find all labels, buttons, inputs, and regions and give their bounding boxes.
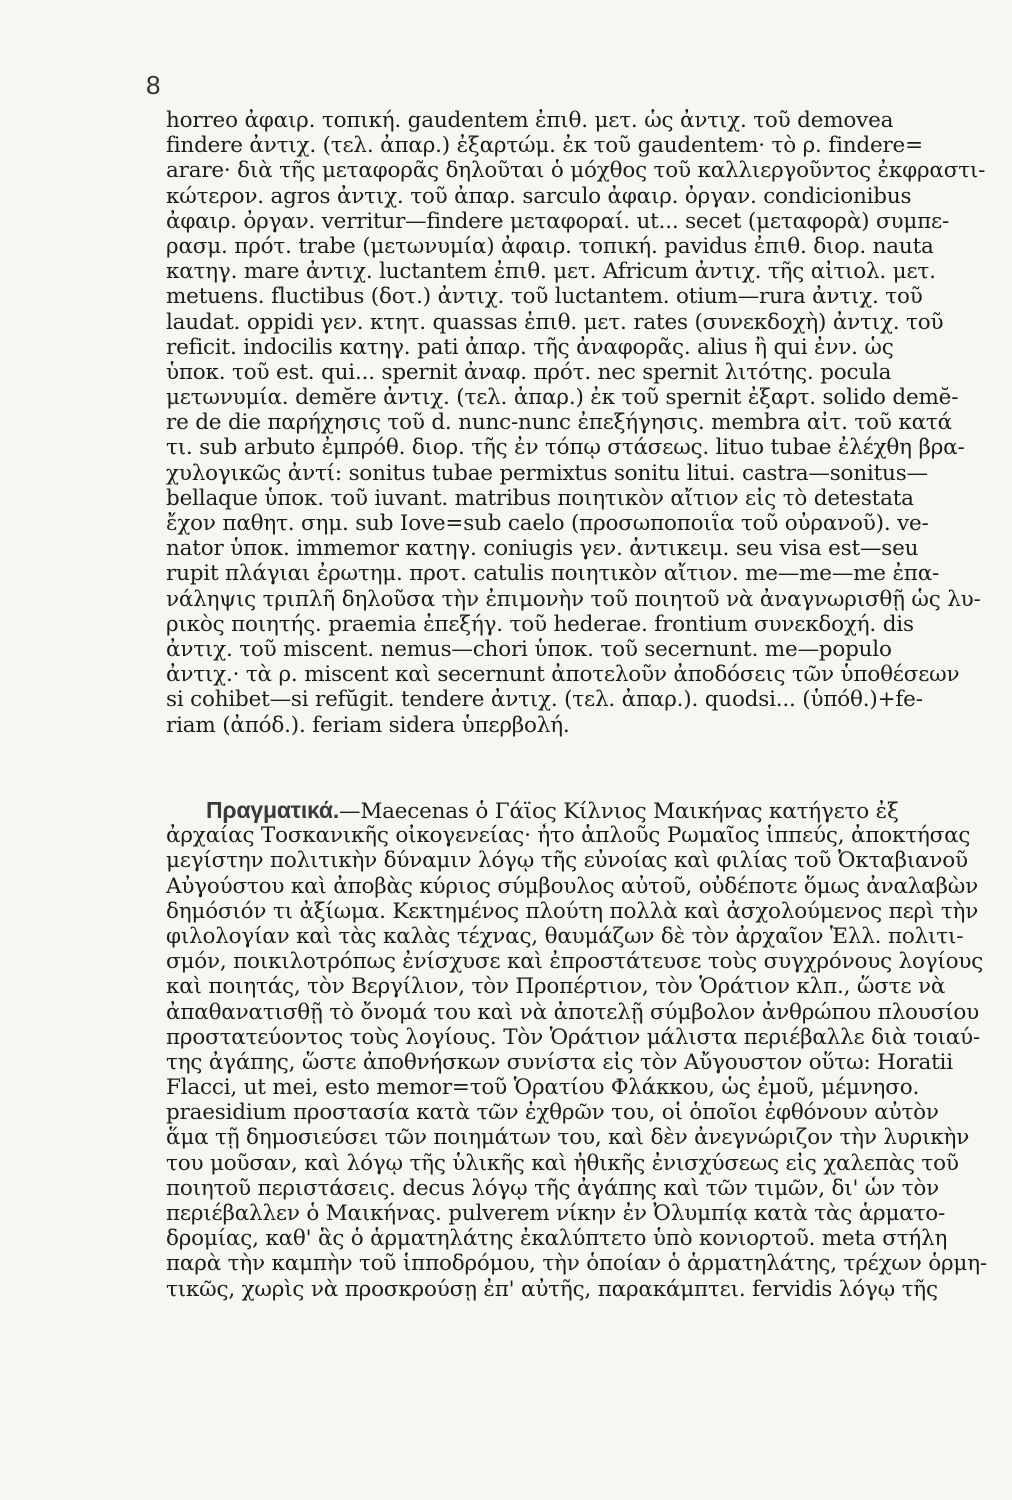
- facts-text-line: σμόν, ποικιλοτρόπως ἐνίσχυσε καὶ ἐπροστάτευσε τοὺς συγχρόνους λογίους: [166, 949, 984, 975]
- facts-text-line: μεγίστην πολιτικὴν δύναμιν λόγῳ τῆς εὐνοίας καὶ φιλίας τοῦ Ὀκταβιανοῦ: [166, 848, 968, 874]
- notes-text-line: horreo ἀφαιρ. τοπική. gaudentem ἐπιθ. μετ. ὡς ἀντιχ. τοῦ demovea: [166, 108, 894, 133]
- notes-text-line: ἀντιχ.· τὰ ρ. miscent καὶ secernunt ἀποτελοῦν ἀποδόσεις τῶν ὑποθέσεων: [166, 662, 960, 688]
- notes-text-line: ρασμ. πρότ. trabe (μετωνυμία) ἀφαιρ. τοπική. pavidus ἐπιθ. διορ. nauta: [166, 233, 934, 259]
- notes-text-line: ἔχον παθητ. σημ. sub Iove=sub caelo (προσωποποιΐα τοῦ οὐρανοῦ). ve-: [166, 511, 929, 536]
- facts-text-line: Flacci, ut mei, esto memor=τοῦ Ὁρατίου Φλάκκου, ὡς ἐμοῦ, μέμνησο.: [166, 1075, 920, 1101]
- facts-text-line: της ἀγάπης, ὥστε ἀποθνήσκων συνίστα εἰς τὸν Αὔγουστον οὕτω: Horatii: [166, 1049, 953, 1075]
- facts-text-line: παρὰ τὴν καμπὴν τοῦ ἱπποδρόμου, τὴν ὁποίαν ὁ ἁρματηλάτης, τρέχων ὁρμη-: [166, 1251, 987, 1277]
- facts-text-line: ποιητοῦ περιστάσεις. decus λόγῳ τῆς ἀγάπης καὶ τῶν τιμῶν, δι' ὧν τὸν: [166, 1175, 939, 1201]
- facts-text-line: ἀπαθανατισθῇ τὸ ὄνομά του καὶ νὰ ἀποτελῇ σύμβολον ἀνθρώπου πλουσίου: [166, 999, 979, 1025]
- notes-text-line: riam (ἀπόδ.). feriam sidera ὑπερβολή.: [166, 712, 570, 738]
- facts-first-line: [166, 798, 1006, 823]
- notes-text-line: ἀντιχ. τοῦ miscent. nemus—chori ὑποκ. τοῦ secernunt. me—populo: [166, 636, 892, 662]
- notes-text-line: ὑποκ. τοῦ est. qui... spernit ἀναφ. πρότ. nec spernit λιτότης. pocula: [166, 359, 892, 385]
- notes-text-line: metuens. fluctibus (δοτ.) ἀντιχ. τοῦ luctantem. otium—rura ἀντιχ. τοῦ: [166, 284, 923, 310]
- facts-text-line: praesidium προστασία κατὰ τῶν ἐχθρῶν του, οἱ ὁποῖοι ἐφθόνουν αὐτὸν: [166, 1100, 939, 1126]
- facts-text-line: περιέβαλλεν ὁ Μαικήνας. pulverem νίκην ἐν Ὀλυμπίᾳ κατὰ τὰς ἁρματο-: [166, 1201, 946, 1226]
- facts-text-line: προστατεύοντος τοὺς λογίους. Τὸν Ὁράτιον μάλιστα περιέβαλλε διὰ τοιαύ-: [166, 1024, 980, 1050]
- notes-text-line: νάληψις τριπλῆ δηλοῦσα τὴν ἐπιμονὴν τοῦ ποιητοῦ νὰ ἀναγνωρισθῇ ὡς λυ-: [166, 586, 981, 612]
- notes-text-line: arare· διὰ τῆς μεταφορᾶς δηλοῦται ὁ μόχθος τοῦ καλλιεργοῦντος ἐκφραστι-: [166, 158, 986, 184]
- notes-text-line: rupit πλάγιαι ἐρωτημ. προτ. catulis ποιητικὸν αἴτιον. me—me—me ἐπα-: [166, 561, 940, 587]
- notes-text-line: μετωνυμία. demĕre ἀντιχ. (τελ. ἀπαρ.) ἐκ τοῦ spernit ἐξαρτ. solido demĕ-: [166, 385, 959, 411]
- notes-text-line: τι. sub arbuto ἐμπρόθ. διορ. τῆς ἐν τόπῳ στάσεως. lituo tubae ἐλέχθη βρα-: [166, 435, 965, 461]
- facts-first-line-text: —Maecenas ὁ Γάϊος Κίλνιος Μαικήνας κατήγετο ἐξ: [339, 799, 899, 824]
- notes-text-line: si cohibet—si refŭgit. tendere ἀντιχ. (τελ. ἀπαρ.). quodsi... (ὑπόθ.)+fe-: [166, 687, 923, 713]
- notes-text-line: re de die παρήχησις τοῦ d. nunc-nunc ἐπεξήγησις. membra αἰτ. τοῦ κατά: [166, 410, 952, 436]
- notes-text-line: reficit. indocilis κατηγ. pati ἀπαρ. τῆς ἀναφορᾶς. alius ἢ qui ἐνν. ὡς: [166, 334, 894, 360]
- facts-text-line: τικῶς, χωρὶς νὰ προσκρούσῃ ἐπ' αὐτῆς, παρακάμπτει. fervidis λόγῳ τῆς: [166, 1276, 938, 1302]
- notes-text-line: findere ἀντιχ. (τελ. ἀπαρ.) ἐξαρτώμ. ἐκ τοῦ gaudentem· τὸ ρ. findere=: [166, 133, 923, 159]
- facts-text-line: φιλολογίαν καὶ τὰς καλὰς τέχνας, θαυμάζων δὲ τὸν ἀρχαῖον Ἑλλ. πολιτι-: [166, 923, 964, 949]
- facts-section: [166, 798, 1006, 1302]
- notes-text-line: ρικὸς ποιητής. praemia ἐπεξήγ. τοῦ hederae. frontium συνεκδοχή. dis: [166, 611, 914, 637]
- notes-text-line: χυλογικῶς ἀντί: sonitus tubae permixtus sonitu litui. castra—sonitus—: [166, 460, 928, 486]
- notes-text-line: κατηγ. mare ἀντιχ. luctantem ἐπιθ. μετ. Africum ἀντιχ. τῆς αἰτιολ. μετ.: [166, 259, 936, 285]
- notes-text-line: nator ὑποκ. immemor κατηγ. coniugis γεν. ἀντικειμ. seu visa est—seu: [166, 536, 919, 562]
- facts-text-line: του μοῦσαν, καὶ λόγῳ τῆς ὑλικῆς καὶ ἠθικῆς ἐνισχύσεως εἰς χαλεπὰς τοῦ: [166, 1150, 959, 1176]
- grammar-notes-block: [166, 108, 1006, 738]
- notes-text-line: bellaque ὑποκ. τοῦ iuvant. matribus ποιητικὸν αἴτιον εἰς τὸ detestata: [166, 485, 914, 511]
- facts-text-line: καὶ ποιητάς, τὸν Βεργίλιον, τὸν Προπέρτιον, τὸν Ὁράτιον κλπ., ὥστε νὰ: [166, 974, 946, 1000]
- notes-text-line: κώτερον. agros ἀντιχ. τοῦ ἀπαρ. sarculo ἀφαιρ. ὀργαν. condicionibus: [166, 183, 912, 209]
- page-number: 8: [146, 70, 161, 100]
- notes-text-line: laudat. oppidi γεν. κτητ. quassas ἐπιθ. μετ. rates (συνεκδοχὴ) ἀντιχ. τοῦ: [166, 309, 944, 335]
- facts-text-line: Αὐγούστου καὶ ἀποβὰς κύριος σύμβουλος αὐτοῦ, οὐδέποτε ὅμως ἀναλαβὼν: [166, 873, 978, 899]
- facts-text-line: δημόσιόν τι ἀξίωμα. Κεκτημένος πλούτη πολλὰ καὶ ἀσχολούμενος περὶ τὴν: [166, 898, 979, 924]
- notes-text-line: ἀφαιρ. ὀργαν. verritur—findere μεταφοραί. ut... secet (μεταφορὰ) συμπε-: [166, 208, 950, 234]
- facts-text-line: ἀρχαίας Τοσκανικῆς οἰκογενείας· ἦτο ἁπλοῦς Ρωμαῖος ἱππεύς, ἀποκτήσας: [166, 823, 971, 849]
- facts-heading: Πραγματικά.: [206, 798, 340, 823]
- facts-text-line: δρομίας, καθ' ἃς ὁ ἁρματηλάτης ἐκαλύπτετο ὑπὸ κονιορτοῦ. meta στήλη: [166, 1226, 948, 1252]
- facts-text-line: ἅμα τῇ δημοσιεύσει τῶν ποιημάτων του, καὶ δὲν ἀνεγνώριζον τὴν λυρικὴν: [166, 1125, 970, 1151]
